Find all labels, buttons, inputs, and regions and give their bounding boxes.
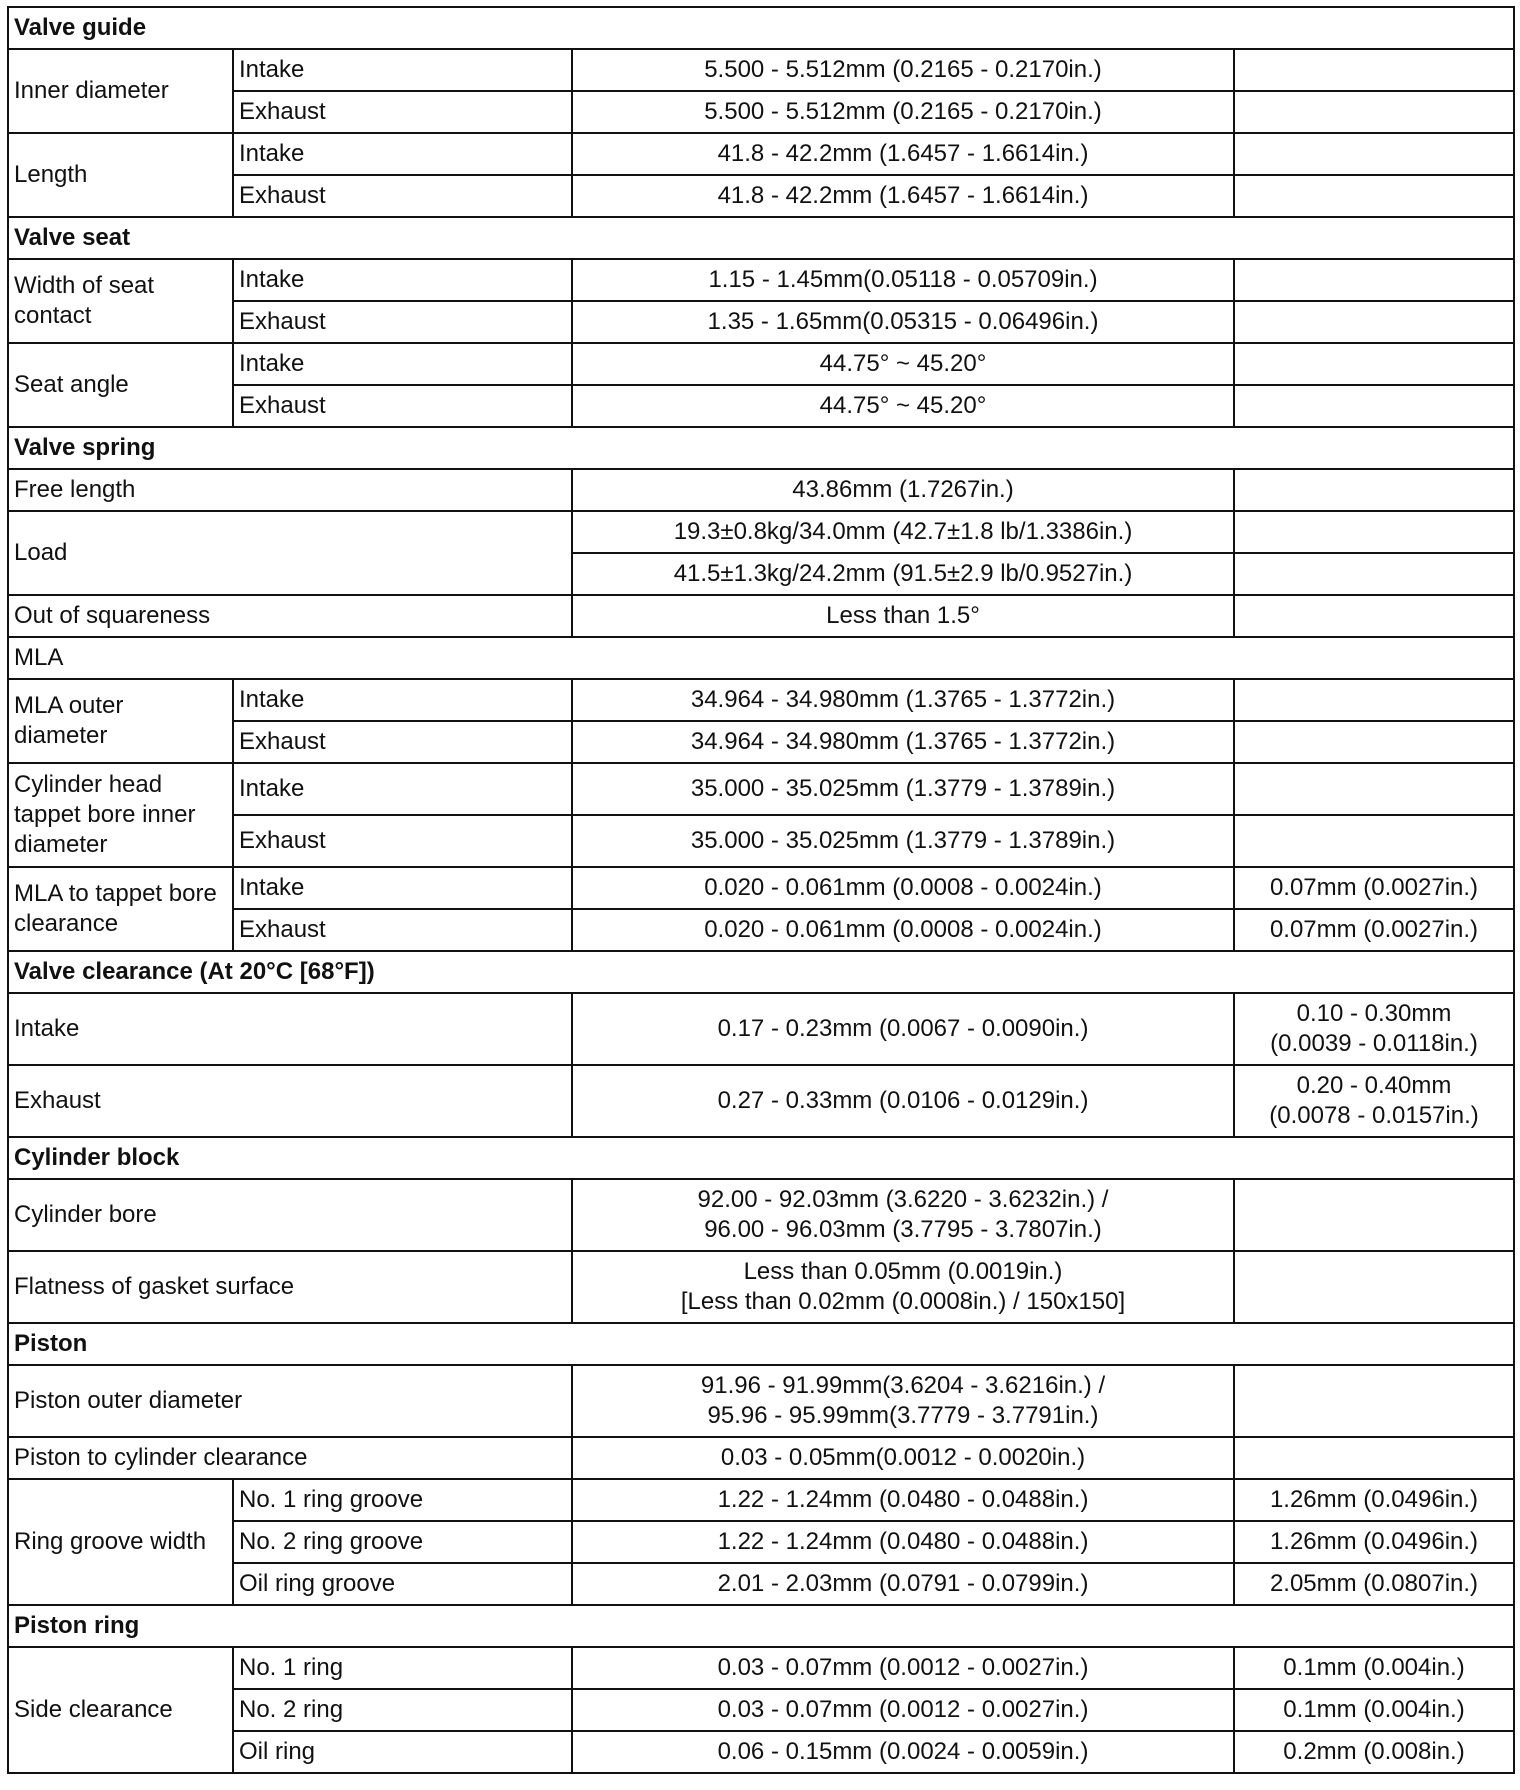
spec-value: 92.00 - 92.03mm (3.6220 - 3.6232in.) / 96.00 - 96.03mm (3.7795 - 3.7807in.) — [572, 1179, 1234, 1251]
table-row — [8, 175, 1514, 217]
limit-value: 2.05mm (0.0807in.) — [1234, 1563, 1514, 1605]
table-row — [8, 815, 1514, 867]
sub-label: Intake — [233, 763, 572, 815]
table-row — [8, 1647, 1514, 1689]
table-row — [8, 1437, 1514, 1479]
sub-label: No. 2 ring groove — [233, 1521, 572, 1563]
table-row — [8, 1521, 1514, 1563]
spec-value: 44.75° ~ 45.20° — [572, 343, 1234, 385]
spec-value: 34.964 - 34.980mm (1.3765 - 1.3772in.) — [572, 679, 1234, 721]
limit-value — [1234, 511, 1514, 553]
limit-value: 1.26mm (0.0496in.) — [1234, 1479, 1514, 1521]
limit-value — [1234, 343, 1514, 385]
sub-label: Intake — [233, 679, 572, 721]
table-row — [8, 49, 1514, 91]
table-row — [8, 1365, 1514, 1437]
section-row — [8, 951, 1514, 993]
table-row — [8, 91, 1514, 133]
limit-value — [1234, 815, 1514, 867]
section-title: Valve clearance (At 20°C [68°F]) — [8, 951, 1514, 993]
table-row — [8, 1689, 1514, 1731]
section-row — [8, 7, 1514, 49]
limit-value — [1234, 763, 1514, 815]
section-row — [8, 217, 1514, 259]
item-label: Flatness of gasket surface — [8, 1251, 572, 1323]
item-label: Cylinder head tappet bore inner diameter — [8, 763, 233, 867]
limit-value: 0.1mm (0.004in.) — [1234, 1647, 1514, 1689]
limit-value: 0.07mm (0.0027in.) — [1234, 867, 1514, 909]
item-label: Seat angle — [8, 343, 233, 427]
table-row — [8, 595, 1514, 637]
sub-label: No. 1 ring groove — [233, 1479, 572, 1521]
section-title: Valve seat — [8, 217, 1514, 259]
spec-value: 91.96 - 91.99mm(3.6204 - 3.6216in.) / 95.96 - 95.99mm(3.7779 - 3.7791in.) — [572, 1365, 1234, 1437]
item-label: Piston outer diameter — [8, 1365, 572, 1437]
limit-value: 0.10 - 0.30mm (0.0039 - 0.0118in.) — [1234, 993, 1514, 1065]
spec-value: 35.000 - 35.025mm (1.3779 - 1.3789in.) — [572, 815, 1234, 867]
table-row — [8, 385, 1514, 427]
table-row — [8, 1563, 1514, 1605]
sub-label: Intake — [233, 867, 572, 909]
table-row — [8, 1251, 1514, 1323]
item-label: Side clearance — [8, 1647, 233, 1773]
section-row — [8, 427, 1514, 469]
sub-label: Exhaust — [233, 721, 572, 763]
table-row — [8, 511, 1514, 553]
limit-value — [1234, 1251, 1514, 1323]
limit-value: 0.07mm (0.0027in.) — [1234, 909, 1514, 951]
sub-label: No. 2 ring — [233, 1689, 572, 1731]
table-row — [8, 909, 1514, 951]
table-row — [8, 1731, 1514, 1773]
section-row — [8, 1605, 1514, 1647]
sub-label: Exhaust — [233, 301, 572, 343]
limit-value — [1234, 679, 1514, 721]
limit-value — [1234, 301, 1514, 343]
limit-value: 0.2mm (0.008in.) — [1234, 1731, 1514, 1773]
limit-value — [1234, 133, 1514, 175]
section-title: Piston ring — [8, 1605, 1514, 1647]
spec-value: 2.01 - 2.03mm (0.0791 - 0.0799in.) — [572, 1563, 1234, 1605]
table-row — [8, 1179, 1514, 1251]
table-row — [8, 993, 1514, 1065]
table-row — [8, 679, 1514, 721]
section-row — [8, 1137, 1514, 1179]
limit-value — [1234, 1365, 1514, 1437]
limit-value — [1234, 553, 1514, 595]
section-row — [8, 1323, 1514, 1365]
limit-value — [1234, 469, 1514, 511]
limit-value: 0.20 - 0.40mm (0.0078 - 0.0157in.) — [1234, 1065, 1514, 1137]
section-title: Valve guide — [8, 7, 1514, 49]
limit-value: 1.26mm (0.0496in.) — [1234, 1521, 1514, 1563]
limit-value — [1234, 259, 1514, 301]
spec-value: 0.020 - 0.061mm (0.0008 - 0.0024in.) — [572, 867, 1234, 909]
table-row — [8, 133, 1514, 175]
spec-value: 5.500 - 5.512mm (0.2165 - 0.2170in.) — [572, 91, 1234, 133]
spec-value: 0.27 - 0.33mm (0.0106 - 0.0129in.) — [572, 1065, 1234, 1137]
limit-value: 0.1mm (0.004in.) — [1234, 1689, 1514, 1731]
limit-value — [1234, 1179, 1514, 1251]
spec-value: 1.15 - 1.45mm(0.05118 - 0.05709in.) — [572, 259, 1234, 301]
sub-label: Intake — [233, 259, 572, 301]
spec-value: 41.8 - 42.2mm (1.6457 - 1.6614in.) — [572, 133, 1234, 175]
spec-value: 0.17 - 0.23mm (0.0067 - 0.0090in.) — [572, 993, 1234, 1065]
spec-value: 41.5±1.3kg/24.2mm (91.5±2.9 lb/0.9527in.) — [572, 553, 1234, 595]
section-row — [8, 637, 1514, 679]
spec-value: 0.03 - 0.07mm (0.0012 - 0.0027in.) — [572, 1689, 1234, 1731]
table-row — [8, 469, 1514, 511]
sub-label: Exhaust — [233, 385, 572, 427]
table-row — [8, 867, 1514, 909]
item-label: Width of seat contact — [8, 259, 233, 343]
table-row — [8, 1479, 1514, 1521]
spec-value: 19.3±0.8kg/34.0mm (42.7±1.8 lb/1.3386in.) — [572, 511, 1234, 553]
spec-value: 5.500 - 5.512mm (0.2165 - 0.2170in.) — [572, 49, 1234, 91]
limit-value — [1234, 49, 1514, 91]
limit-value — [1234, 91, 1514, 133]
spec-value: 0.03 - 0.05mm(0.0012 - 0.0020in.) — [572, 1437, 1234, 1479]
limit-value — [1234, 175, 1514, 217]
spec-value: 0.03 - 0.07mm (0.0012 - 0.0027in.) — [572, 1647, 1234, 1689]
spec-value: 1.22 - 1.24mm (0.0480 - 0.0488in.) — [572, 1521, 1234, 1563]
item-label: MLA to tappet bore clearance — [8, 867, 233, 951]
section-title: Cylinder block — [8, 1137, 1514, 1179]
sub-label: Intake — [233, 133, 572, 175]
spec-table — [7, 6, 1515, 1774]
spec-value: 43.86mm (1.7267in.) — [572, 469, 1234, 511]
sub-label: Exhaust — [233, 909, 572, 951]
item-label: Ring groove width — [8, 1479, 233, 1605]
item-label: Cylinder bore — [8, 1179, 572, 1251]
limit-value — [1234, 1437, 1514, 1479]
spec-value: 1.22 - 1.24mm (0.0480 - 0.0488in.) — [572, 1479, 1234, 1521]
item-label: Intake — [8, 993, 572, 1065]
spec-value: 0.020 - 0.061mm (0.0008 - 0.0024in.) — [572, 909, 1234, 951]
section-title: Valve spring — [8, 427, 1514, 469]
item-label: Length — [8, 133, 233, 217]
sub-label: Oil ring — [233, 1731, 572, 1773]
spec-value: Less than 0.05mm (0.0019in.) [Less than 0.02mm (0.0008in.) / 150x150] — [572, 1251, 1234, 1323]
spec-value: 34.964 - 34.980mm (1.3765 - 1.3772in.) — [572, 721, 1234, 763]
table-row — [8, 1065, 1514, 1137]
item-label: Piston to cylinder clearance — [8, 1437, 572, 1479]
spec-value: 44.75° ~ 45.20° — [572, 385, 1234, 427]
table-row — [8, 343, 1514, 385]
sub-label: Exhaust — [233, 91, 572, 133]
section-title: Piston — [8, 1323, 1514, 1365]
item-label: Inner diameter — [8, 49, 233, 133]
section-title: MLA — [8, 637, 1514, 679]
spec-value: 0.06 - 0.15mm (0.0024 - 0.0059in.) — [572, 1731, 1234, 1773]
limit-value — [1234, 721, 1514, 763]
spec-value: 41.8 - 42.2mm (1.6457 - 1.6614in.) — [572, 175, 1234, 217]
limit-value — [1234, 595, 1514, 637]
item-label: Out of squareness — [8, 595, 572, 637]
spec-value: 1.35 - 1.65mm(0.05315 - 0.06496in.) — [572, 301, 1234, 343]
sub-label: No. 1 ring — [233, 1647, 572, 1689]
item-label: MLA outer diameter — [8, 679, 233, 763]
sub-label: Exhaust — [233, 815, 572, 867]
sub-label: Exhaust — [233, 175, 572, 217]
item-label: Exhaust — [8, 1065, 572, 1137]
item-label: Free length — [8, 469, 572, 511]
sub-label: Oil ring groove — [233, 1563, 572, 1605]
table-row — [8, 721, 1514, 763]
limit-value — [1234, 385, 1514, 427]
sub-label: Intake — [233, 343, 572, 385]
table-row — [8, 259, 1514, 301]
spec-value: 35.000 - 35.025mm (1.3779 - 1.3789in.) — [572, 763, 1234, 815]
table-row — [8, 301, 1514, 343]
sub-label: Intake — [233, 49, 572, 91]
table-row — [8, 763, 1514, 815]
item-label: Load — [8, 511, 572, 595]
spec-value: Less than 1.5° — [572, 595, 1234, 637]
